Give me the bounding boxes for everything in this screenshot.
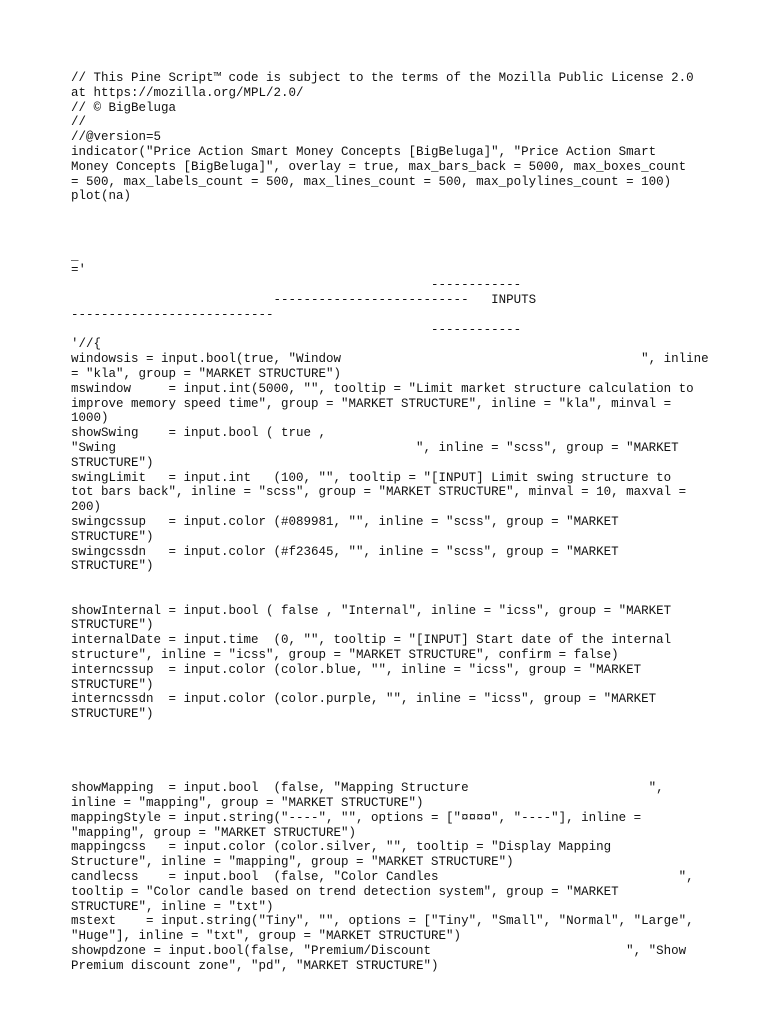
code-line: =': [71, 263, 87, 278]
code-line: [71, 722, 711, 737]
code-line: [71, 737, 711, 752]
code-line: Money Concepts [BigBeluga]", overlay = true, max_bars_back = 5000, max_boxes_count: [71, 159, 687, 174]
code-line: indicator("Price Action Smart Money Concepts [BigBeluga]", "Price Action Smart: [71, 144, 657, 159]
code-line: // This Pine Script™ code is subject to the terms of the Mozilla Public License 2.0: [71, 71, 694, 85]
code-line: -------------------------- INPUTS: [71, 292, 537, 307]
code-line: STRUCTURE"): [71, 677, 154, 692]
code-line: STRUCTURE"): [71, 529, 154, 544]
code-line: structure", inline = "icss", group = "MARKET STRUCTURE", confirm = false): [71, 648, 619, 663]
code-line: Structure", inline = "mapping", group = "MARKET STRUCTURE"): [71, 855, 514, 870]
code-line: swingcssdn = input.color (#f23645, "", inline = "scss", group = "MARKET: [71, 544, 619, 559]
code-line: = 500, max_labels_count = 500, max_lines_count = 500, max_polylines_count = 100): [71, 174, 672, 189]
code-line: inline = "mapping", group = "MARKET STRUCTURE"): [71, 796, 424, 811]
code-line: interncssup = input.color (color.blue, "", inline = "icss", group = "MARKET: [71, 662, 642, 677]
code-line: tot bars back", inline = "scss", group = "MARKET STRUCTURE", minval = 10, maxval =: [71, 485, 687, 500]
code-line: mswindow = input.int(5000, "", tooltip = "Limit market structure calculation to: [71, 381, 694, 396]
code-line: STRUCTURE"): [71, 618, 154, 633]
code-line: STRUCTURE"): [71, 455, 154, 470]
code-line: plot(na): [71, 189, 132, 204]
code-line: //: [71, 115, 87, 130]
code-line: [71, 589, 711, 604]
code-line: interncssdn = input.color (color.purple, "", inline = "icss", group = "MARKET: [71, 692, 657, 707]
code-line: candlecss = input.bool (false, "Color Candles ",: [71, 870, 694, 885]
code-line: showpdzone = input.bool(false, "Premium/Discount ", "Show: [71, 944, 687, 959]
code-line: // © BigBeluga: [71, 100, 177, 115]
code-line: "mapping", group = "MARKET STRUCTURE"): [71, 825, 357, 840]
code-line: '//{: [71, 337, 102, 352]
code-line: mappingStyle = input.string("----", "", options = ["¤¤¤¤", "----"], inline =: [71, 810, 642, 825]
code-line: [71, 752, 711, 767]
code-line: ---------------------------: [71, 307, 274, 322]
code-line: "Swing ", inline = "scss", group = "MARKET: [71, 440, 679, 455]
code-line: [71, 574, 711, 589]
code-line: ------------: [71, 322, 522, 337]
code-line: showSwing = input.bool ( true ,: [71, 426, 327, 441]
code-line: swingLimit = input.int (100, "", tooltip = "[INPUT] Limit swing structure to: [71, 470, 672, 485]
code-line: internalDate = input.time (0, "", tooltip = "[INPUT] Start date of the internal: [71, 633, 672, 648]
code-line: improve memory speed time", group = "MARKET STRUCTURE", inline = "kla", minval =: [71, 396, 672, 411]
code-line: [71, 204, 711, 219]
code-line: [71, 234, 711, 249]
code-line: tooltip = "Color candle based on trend detection system", group = "MARKET: [71, 884, 619, 899]
code-line: STRUCTURE"): [71, 559, 154, 574]
code-line: showInternal = input.bool ( false , "Internal", inline = "icss", group = "MARKET: [71, 603, 672, 618]
code-line: ------------: [71, 278, 522, 293]
code-block: [71, 71, 711, 974]
code-line: _: [71, 248, 79, 263]
code-line: showMapping = input.bool (false, "Mapping Structure ",: [71, 781, 664, 796]
code-line: mappingcss = input.color (color.silver, "", tooltip = "Display Mapping: [71, 840, 612, 855]
code-line: STRUCTURE", inline = "txt"): [71, 899, 274, 914]
code-line: [71, 766, 711, 781]
code-line: = "kla", group = "MARKET STRUCTURE"): [71, 366, 342, 381]
code-line: Premium discount zone", "pd", "MARKET STRUCTURE"): [71, 958, 439, 973]
code-line: //@version=5: [71, 130, 162, 145]
code-line: at https://mozilla.org/MPL/2.0/: [71, 85, 304, 100]
code-line: STRUCTURE"): [71, 707, 154, 722]
code-line: swingcssup = input.color (#089981, "", inline = "scss", group = "MARKET: [71, 514, 619, 529]
code-line: "Huge"], inline = "txt", group = "MARKET STRUCTURE"): [71, 929, 462, 944]
code-line: 200): [71, 500, 102, 515]
code-line: mstext = input.string("Tiny", "", options = ["Tiny", "Small", "Normal", "Large",: [71, 914, 694, 929]
code-line: windowsis = input.bool(true, "Window ", inline: [71, 352, 709, 367]
code-line: 1000): [71, 411, 109, 426]
code-line: [71, 219, 711, 234]
